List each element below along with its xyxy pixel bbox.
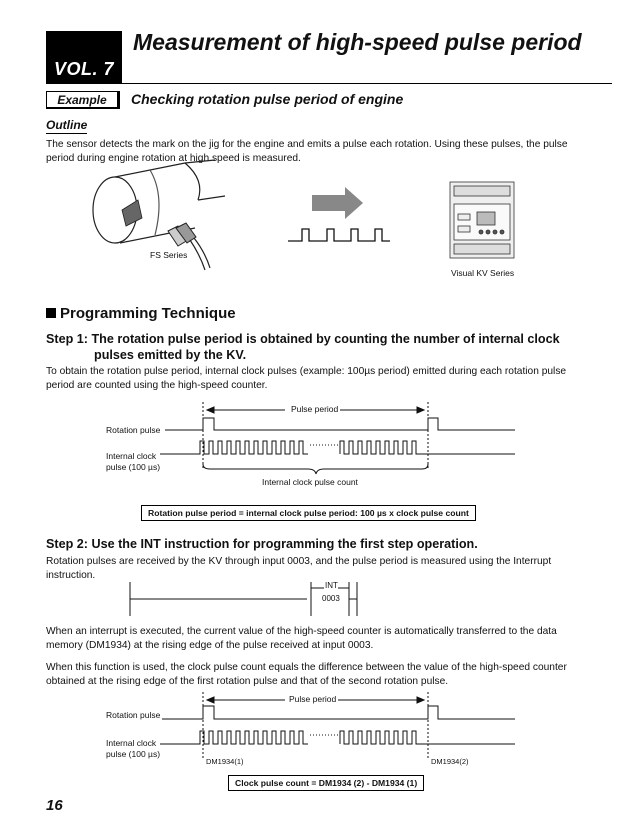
int-input-label: 0003 <box>322 594 340 603</box>
step1-rotation-pulse-label: Rotation pulse <box>106 425 161 435</box>
section-heading <box>46 305 236 322</box>
page-number: 16 <box>46 797 63 814</box>
step1-count-label: Internal clock pulse count <box>262 477 358 487</box>
step1-formula: Rotation pulse period = internal clock pulse period: 100 µs x clock pulse count <box>141 505 476 521</box>
step2-pulse-period-label: Pulse period <box>289 694 337 704</box>
int-instruction-label: INT <box>325 581 338 590</box>
arrow-icon <box>312 187 363 219</box>
step2-clock-label-line1: Internal clock <box>106 738 157 748</box>
outline-heading: Outline <box>46 118 88 132</box>
plc-unit-illustration <box>450 182 514 258</box>
page-title: Measurement of high-speed pulse period <box>133 29 582 55</box>
step1-pulse-period-label: Pulse period <box>291 404 339 414</box>
section-title: Programming Technique <box>60 305 236 322</box>
step2-rotation-pulse-label: Rotation pulse <box>106 710 161 720</box>
fs-sensor-illustration <box>168 223 210 270</box>
fs-sensor-label: FS Series <box>150 250 188 260</box>
step1-heading: Step 1: The rotation pulse period is obtained by counting the number of internal clock pulses emitted by the KV. <box>46 332 560 362</box>
dm-second-label: DM1934(2) <box>431 757 469 766</box>
plc-label: Visual KV Series <box>451 268 515 278</box>
outline-text: The sensor detects the mark on the jig for the engine and emits a pulse each rotation. Using these pulses, the pulse period during engine rotation at high speed is measured. <box>46 139 568 164</box>
square-bullet-icon <box>46 308 56 318</box>
step1-clock-label-line2: pulse (100 µs) <box>106 462 161 472</box>
step1-clock-label-line1: Internal clock <box>106 451 157 461</box>
step1-text: To obtain the rotation pulse period, internal clock pulses (example: 100µs period) emitted during each rotation pulse period are counted using the high-speed counter. <box>46 366 567 391</box>
step2-paragraph3: When this function is used, the clock pulse count equals the difference between the value of the high-speed counter obtained at the rising edge of the first rotation pulse and that of the second rotation pulse. <box>46 662 567 687</box>
example-title: Checking rotation pulse period of engine <box>131 91 404 107</box>
step2-text: Rotation pulses are received by the KV through input 0003, and the pulse period is measured using the Interrupt instruction. <box>46 556 552 581</box>
step2-clock-label-line2: pulse (100 µs) <box>106 749 161 759</box>
dm-first-label: DM1934(1) <box>206 757 244 766</box>
example-badge: Example <box>46 91 120 109</box>
engine-shaft-illustration <box>93 160 225 243</box>
step2-formula: Clock pulse count = DM1934 (2) - DM1934 (1) <box>228 775 424 791</box>
step2-heading: Step 2: Use the INT instruction for programming the first step operation. <box>46 537 478 551</box>
volume-label: VOL. 7 <box>54 59 115 79</box>
step2-paragraph2: When an interrupt is executed, the current value of the high-speed counter is automatically transferred to the data memory (DM1934) at the rising edge of the pulse received at input 0003. <box>46 626 557 651</box>
pulse-waveform <box>288 229 390 241</box>
